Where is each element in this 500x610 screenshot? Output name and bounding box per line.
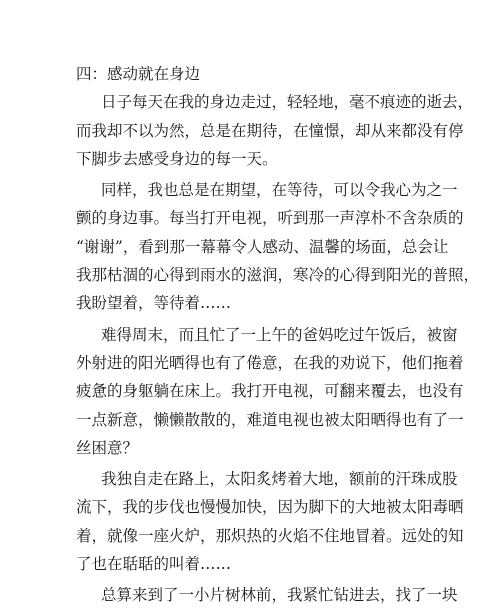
paragraph <box>76 176 480 317</box>
text-line: 同样，我也总是在期望，在等待，可以令我心为之一 <box>101 181 458 200</box>
text-line: 总算来到了一小片树林前，我紧忙钻进去，找了一块 <box>101 586 458 605</box>
section-heading: 四：感动就在身边 <box>76 65 201 83</box>
text-line: “谢谢”，看到那一幕幕令人感动、温馨的场面，总会让 <box>76 237 449 256</box>
text-line: 我独自走在路上，太阳炙烤着大地，额前的汗珠成股 <box>101 470 458 489</box>
text-line: 我盼望着，等待着…… <box>76 294 232 313</box>
text-line: 难得周末，而且忙了一上午的爸妈吃过午饭后，被窗 <box>101 325 458 344</box>
text-line: 下脚步去感受身边的每一天。 <box>76 149 278 168</box>
text-line: 颤的身边事。每当打开电视，听到那一声淳朴不含杂质的 <box>76 209 464 228</box>
paragraph <box>76 465 464 578</box>
text-line: 丝困意？ <box>76 438 139 457</box>
text-line: 了也在聒聒的叫着…… <box>76 555 232 574</box>
text-line: 一点新意，懒懒散散的，难道电视也被太阳晒得也有了一 <box>76 410 464 429</box>
text-line: 疲惫的身躯躺在床上。我打开电视，可翻来覆去，也没有 <box>76 382 464 401</box>
paragraph <box>76 88 474 173</box>
paragraph <box>76 581 458 609</box>
text-line: 外射进的阳光晒得也有了倦意，在我的劝说下，他们拖着 <box>76 353 464 372</box>
text-line: 我那枯涸的心得到雨水的滋润，寒冷的心得到阳光的普照， <box>76 266 480 285</box>
text-line: 着，就像一座火炉，那炽热的火焰不住地冒着。远处的知 <box>76 526 464 545</box>
text-line: 而我却不以为然，总是在期待，在憧憬，却从来都没有停 <box>76 121 464 140</box>
paragraph <box>76 321 464 462</box>
essay-body <box>76 60 480 610</box>
text-line: 流下，我的步伐也慢慢加快，因为脚下的大地被太阳毒晒 <box>76 498 464 517</box>
text-line: 日子每天在我的身边走过，轻轻地，毫不痕迹的逝去， <box>101 93 474 112</box>
